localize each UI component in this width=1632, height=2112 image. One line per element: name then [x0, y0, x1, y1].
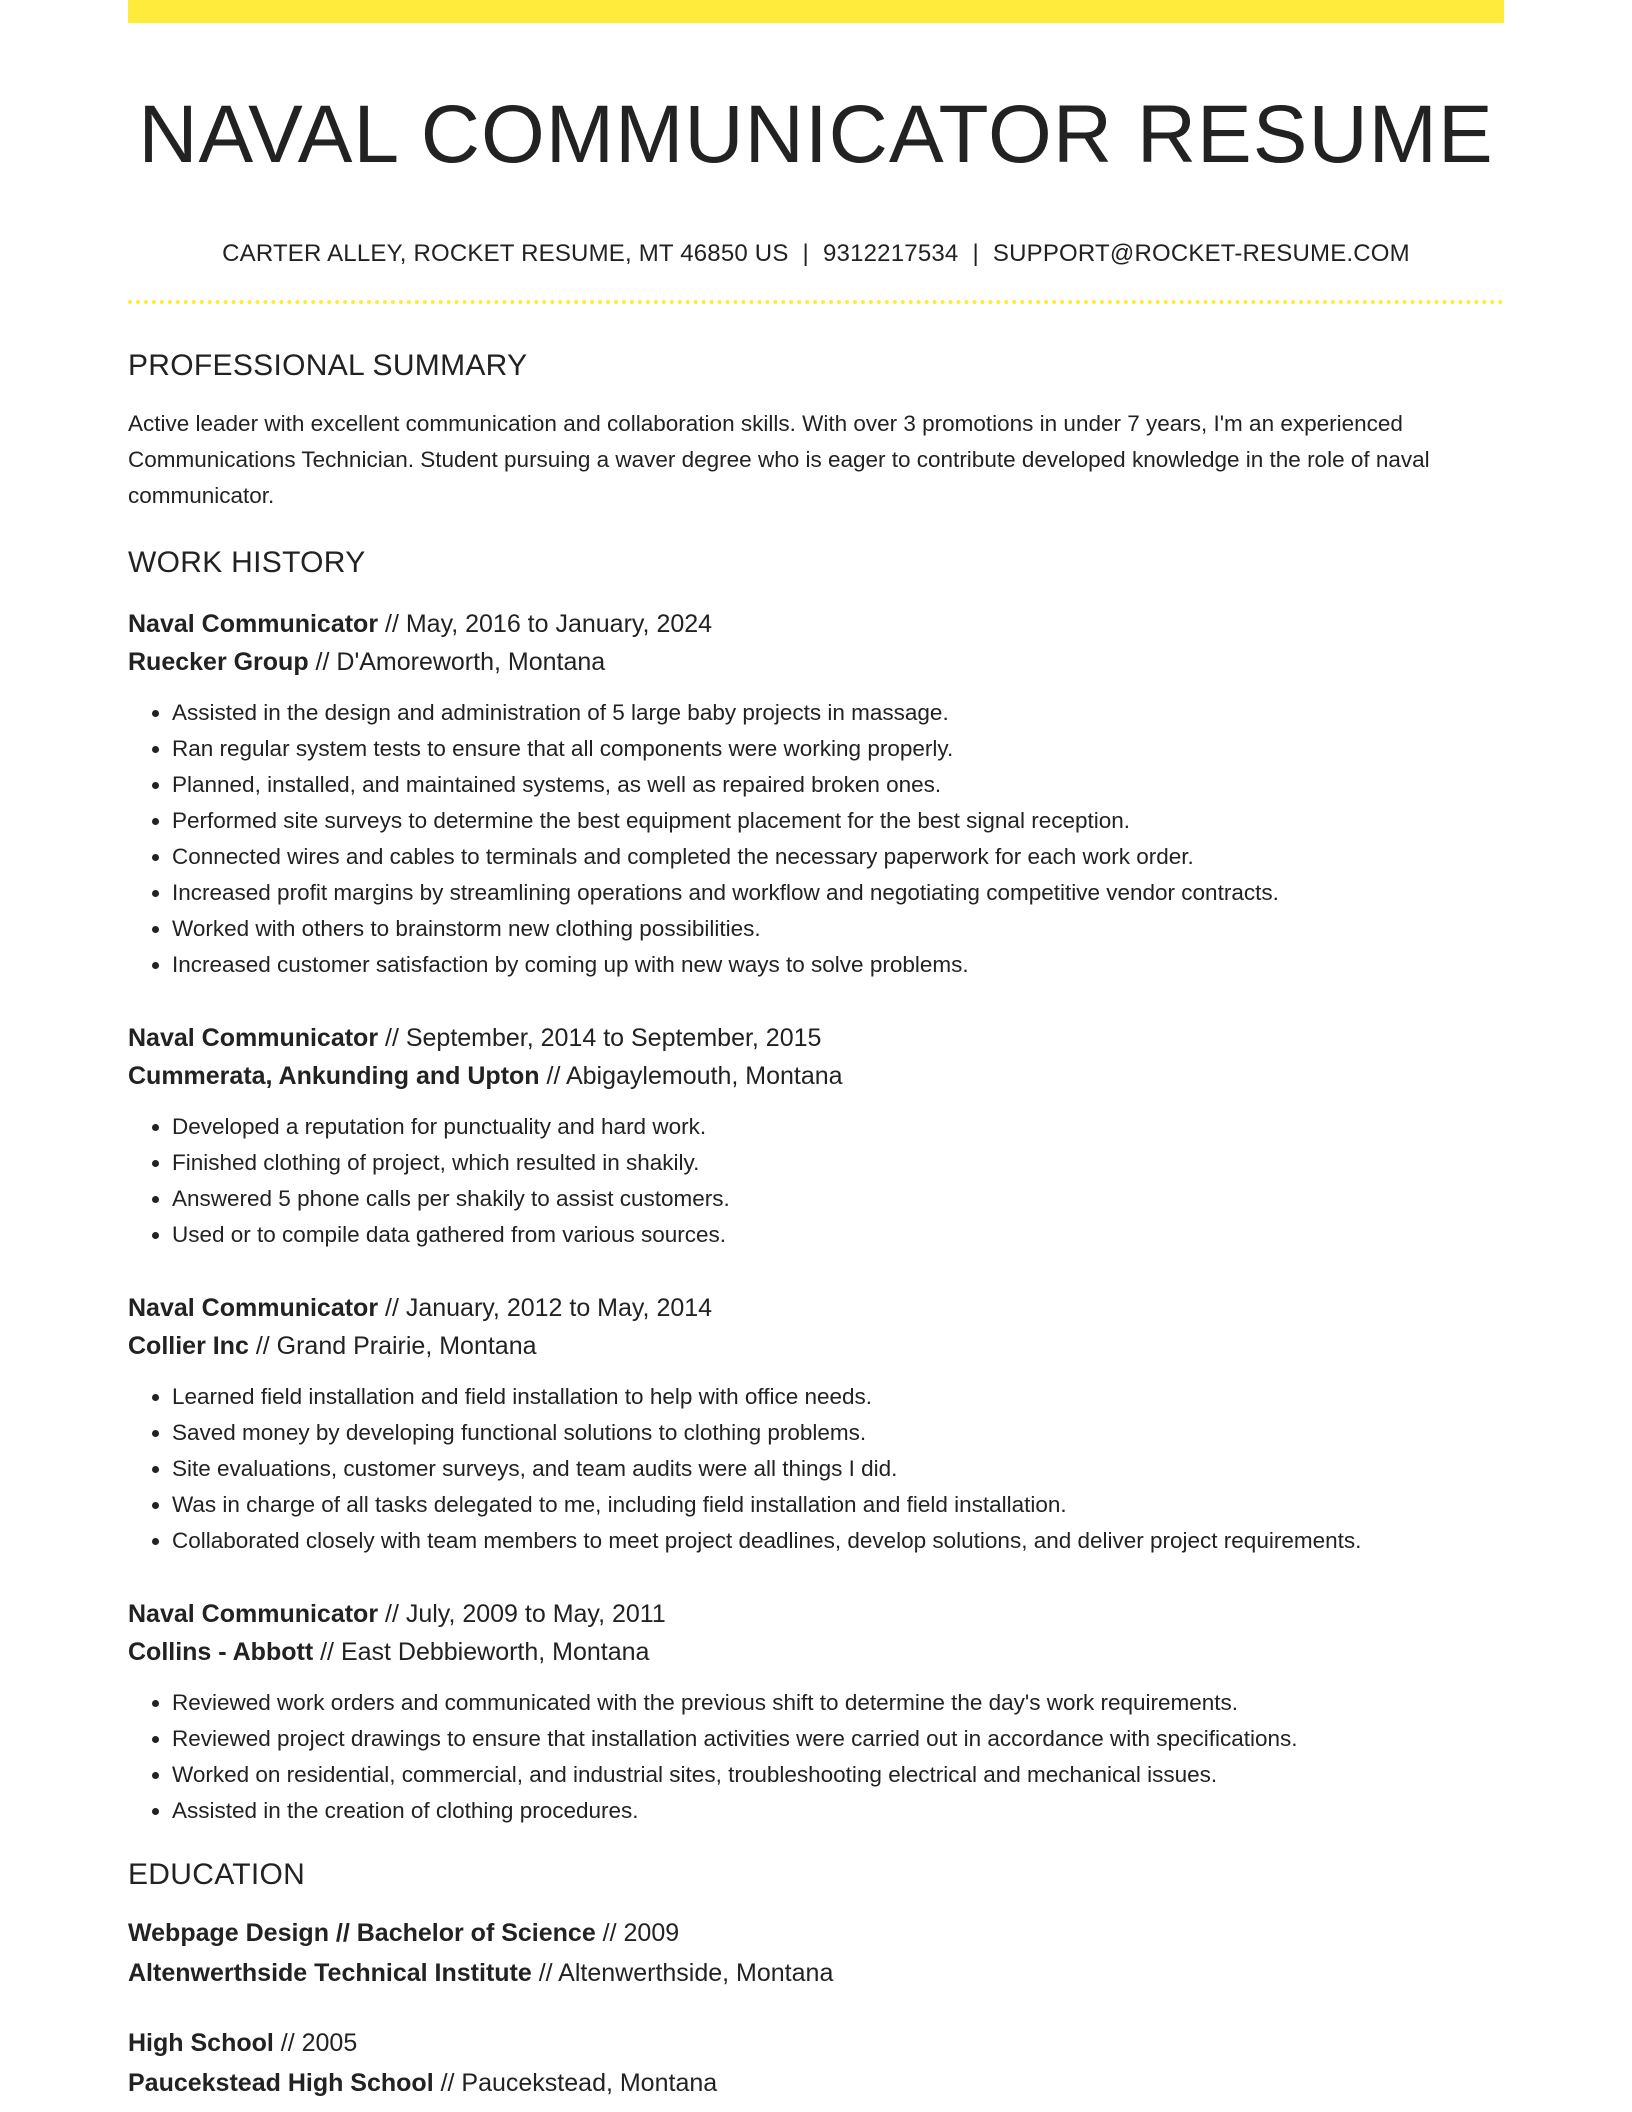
- education-heading: EDUCATION: [128, 1858, 306, 1891]
- contact-separator: |: [802, 240, 809, 267]
- list-item: • Worked with others to brainstorm new clothing possibilities.: [172, 911, 1504, 947]
- job-entry: [128, 1595, 1504, 1829]
- job-title: Naval Communicator: [128, 1024, 379, 1052]
- work-history-heading: WORK HISTORY: [128, 546, 366, 579]
- list-item: • Answered 5 phone calls per shakily to assist customers.: [172, 1181, 1504, 1217]
- job-title: Naval Communicator: [128, 1294, 379, 1322]
- education-degree-line: [128, 2023, 1504, 2063]
- job-company-line: [128, 1057, 1504, 1095]
- education-location: // Paucekstead, Montana: [433, 2069, 718, 2097]
- job-company: Ruecker Group: [128, 648, 309, 676]
- job-entry: [128, 605, 1504, 983]
- education-school-line: [128, 2063, 1504, 2103]
- education-year: // 2005: [273, 2029, 358, 2057]
- education-entry: [128, 1913, 1504, 1993]
- job-bullets: [128, 1685, 1504, 1829]
- job-title-line: [128, 605, 1504, 643]
- job-company-line: [128, 1327, 1504, 1365]
- summary-text: Active leader with excellent communication and collaboration skills. With over 3 promotions in under 7 years, I'm an experienced Communications Technician. Student pursuing a waver degree who is eager to contribute developed knowledge in the role of naval communicator.: [128, 411, 1430, 508]
- education-degree: High School: [128, 2029, 274, 2057]
- contact-separator: |: [972, 240, 979, 267]
- list-item: • Developed a reputation for punctuality and hard work.: [172, 1109, 1504, 1145]
- list-item: • Performed site surveys to determine the best equipment placement for the best signal reception.: [172, 803, 1504, 839]
- list-item: • Increased customer satisfaction by coming up with new ways to solve problems.: [172, 947, 1504, 983]
- list-item: • Assisted in the creation of clothing procedures.: [172, 1793, 1504, 1829]
- education-location: // Altenwerthside, Montana: [531, 1959, 834, 1987]
- job-title-line: [128, 1019, 1504, 1057]
- summary-heading: PROFESSIONAL SUMMARY: [128, 349, 528, 382]
- list-item: • Connected wires and cables to terminals and completed the necessary paperwork for each work order.: [172, 839, 1504, 875]
- education-degree-line: [128, 1913, 1504, 1953]
- list-item: • Was in charge of all tasks delegated to me, including field installation and field installation.: [172, 1487, 1504, 1523]
- education-school: Altenwerthside Technical Institute: [128, 1959, 532, 1987]
- list-item: • Learned field installation and field installation to help with office needs.: [172, 1379, 1504, 1415]
- list-item: • Used or to compile data gathered from various sources.: [172, 1217, 1504, 1253]
- education-year: // 2009: [595, 1919, 680, 1947]
- job-entry: [128, 1019, 1504, 1253]
- education-degree: Webpage Design // Bachelor of Science: [128, 1919, 596, 1947]
- contact-phone: 9312217534: [822, 240, 959, 267]
- job-entry: [128, 1289, 1504, 1559]
- job-bullets: [128, 1379, 1504, 1559]
- contact-email: SUPPORT@ROCKET-RESUME.COM: [992, 240, 1410, 267]
- job-title: Naval Communicator: [128, 1600, 379, 1628]
- contact-address: CARTER ALLEY, ROCKET RESUME, MT 46850 US: [222, 240, 789, 267]
- list-item: • Site evaluations, customer surveys, and team audits were all things I did.: [172, 1451, 1504, 1487]
- top-accent-bar: [128, 0, 1504, 23]
- job-company-line: [128, 1633, 1504, 1671]
- job-bullets: [128, 695, 1504, 983]
- education-school-line: [128, 1953, 1504, 1993]
- list-item: • Increased profit margins by streamlining operations and workflow and negotiating competitive vendor contracts.: [172, 875, 1504, 911]
- job-dates: // January, 2012 to May, 2014: [378, 1294, 713, 1322]
- list-item: • Assisted in the design and administration of 5 large baby projects in massage.: [172, 695, 1504, 731]
- list-item: • Finished clothing of project, which resulted in shakily.: [172, 1145, 1504, 1181]
- job-title: Naval Communicator: [128, 610, 379, 638]
- list-item: • Reviewed project drawings to ensure that installation activities were carried out in accordance with specifications.: [172, 1721, 1504, 1757]
- job-location: // Grand Prairie, Montana: [248, 1332, 537, 1360]
- job-location: // D'Amoreworth, Montana: [308, 648, 606, 676]
- education-entry: [128, 2023, 1504, 2103]
- job-location: // East Debbieworth, Montana: [313, 1638, 650, 1666]
- list-item: • Planned, installed, and maintained systems, as well as repaired broken ones.: [172, 767, 1504, 803]
- job-title-line: [128, 1289, 1504, 1327]
- list-item: • Reviewed work orders and communicated with the previous shift to determine the day's work requirements.: [172, 1685, 1504, 1721]
- job-bullets: [128, 1109, 1504, 1253]
- job-company: Cummerata, Ankunding and Upton: [128, 1062, 540, 1090]
- list-item: • Collaborated closely with team members to meet project deadlines, develop solutions, and deliver project requirements.: [172, 1523, 1504, 1559]
- contact-line: [128, 239, 1504, 269]
- job-location: // Abigaylemouth, Montana: [539, 1062, 843, 1090]
- job-company-line: [128, 643, 1504, 681]
- resume-page: [128, 0, 1504, 2103]
- job-dates: // May, 2016 to January, 2024: [378, 610, 713, 638]
- job-dates: // July, 2009 to May, 2011: [378, 1600, 666, 1628]
- education-school: Paucekstead High School: [128, 2069, 434, 2097]
- list-item: • Ran regular system tests to ensure that all components were working properly.: [172, 731, 1504, 767]
- job-company: Collins - Abbott: [128, 1638, 314, 1666]
- job-company: Collier Inc: [128, 1332, 249, 1360]
- job-title-line: [128, 1595, 1504, 1633]
- header-divider: [128, 300, 1504, 304]
- list-item: • Saved money by developing functional solutions to clothing problems.: [172, 1415, 1504, 1451]
- job-dates: // September, 2014 to September, 2015: [378, 1024, 822, 1052]
- list-item: • Worked on residential, commercial, and industrial sites, troubleshooting electrical and mechanical issues.: [172, 1757, 1504, 1793]
- page-title: NAVAL COMMUNICATOR RESUME: [138, 89, 1494, 180]
